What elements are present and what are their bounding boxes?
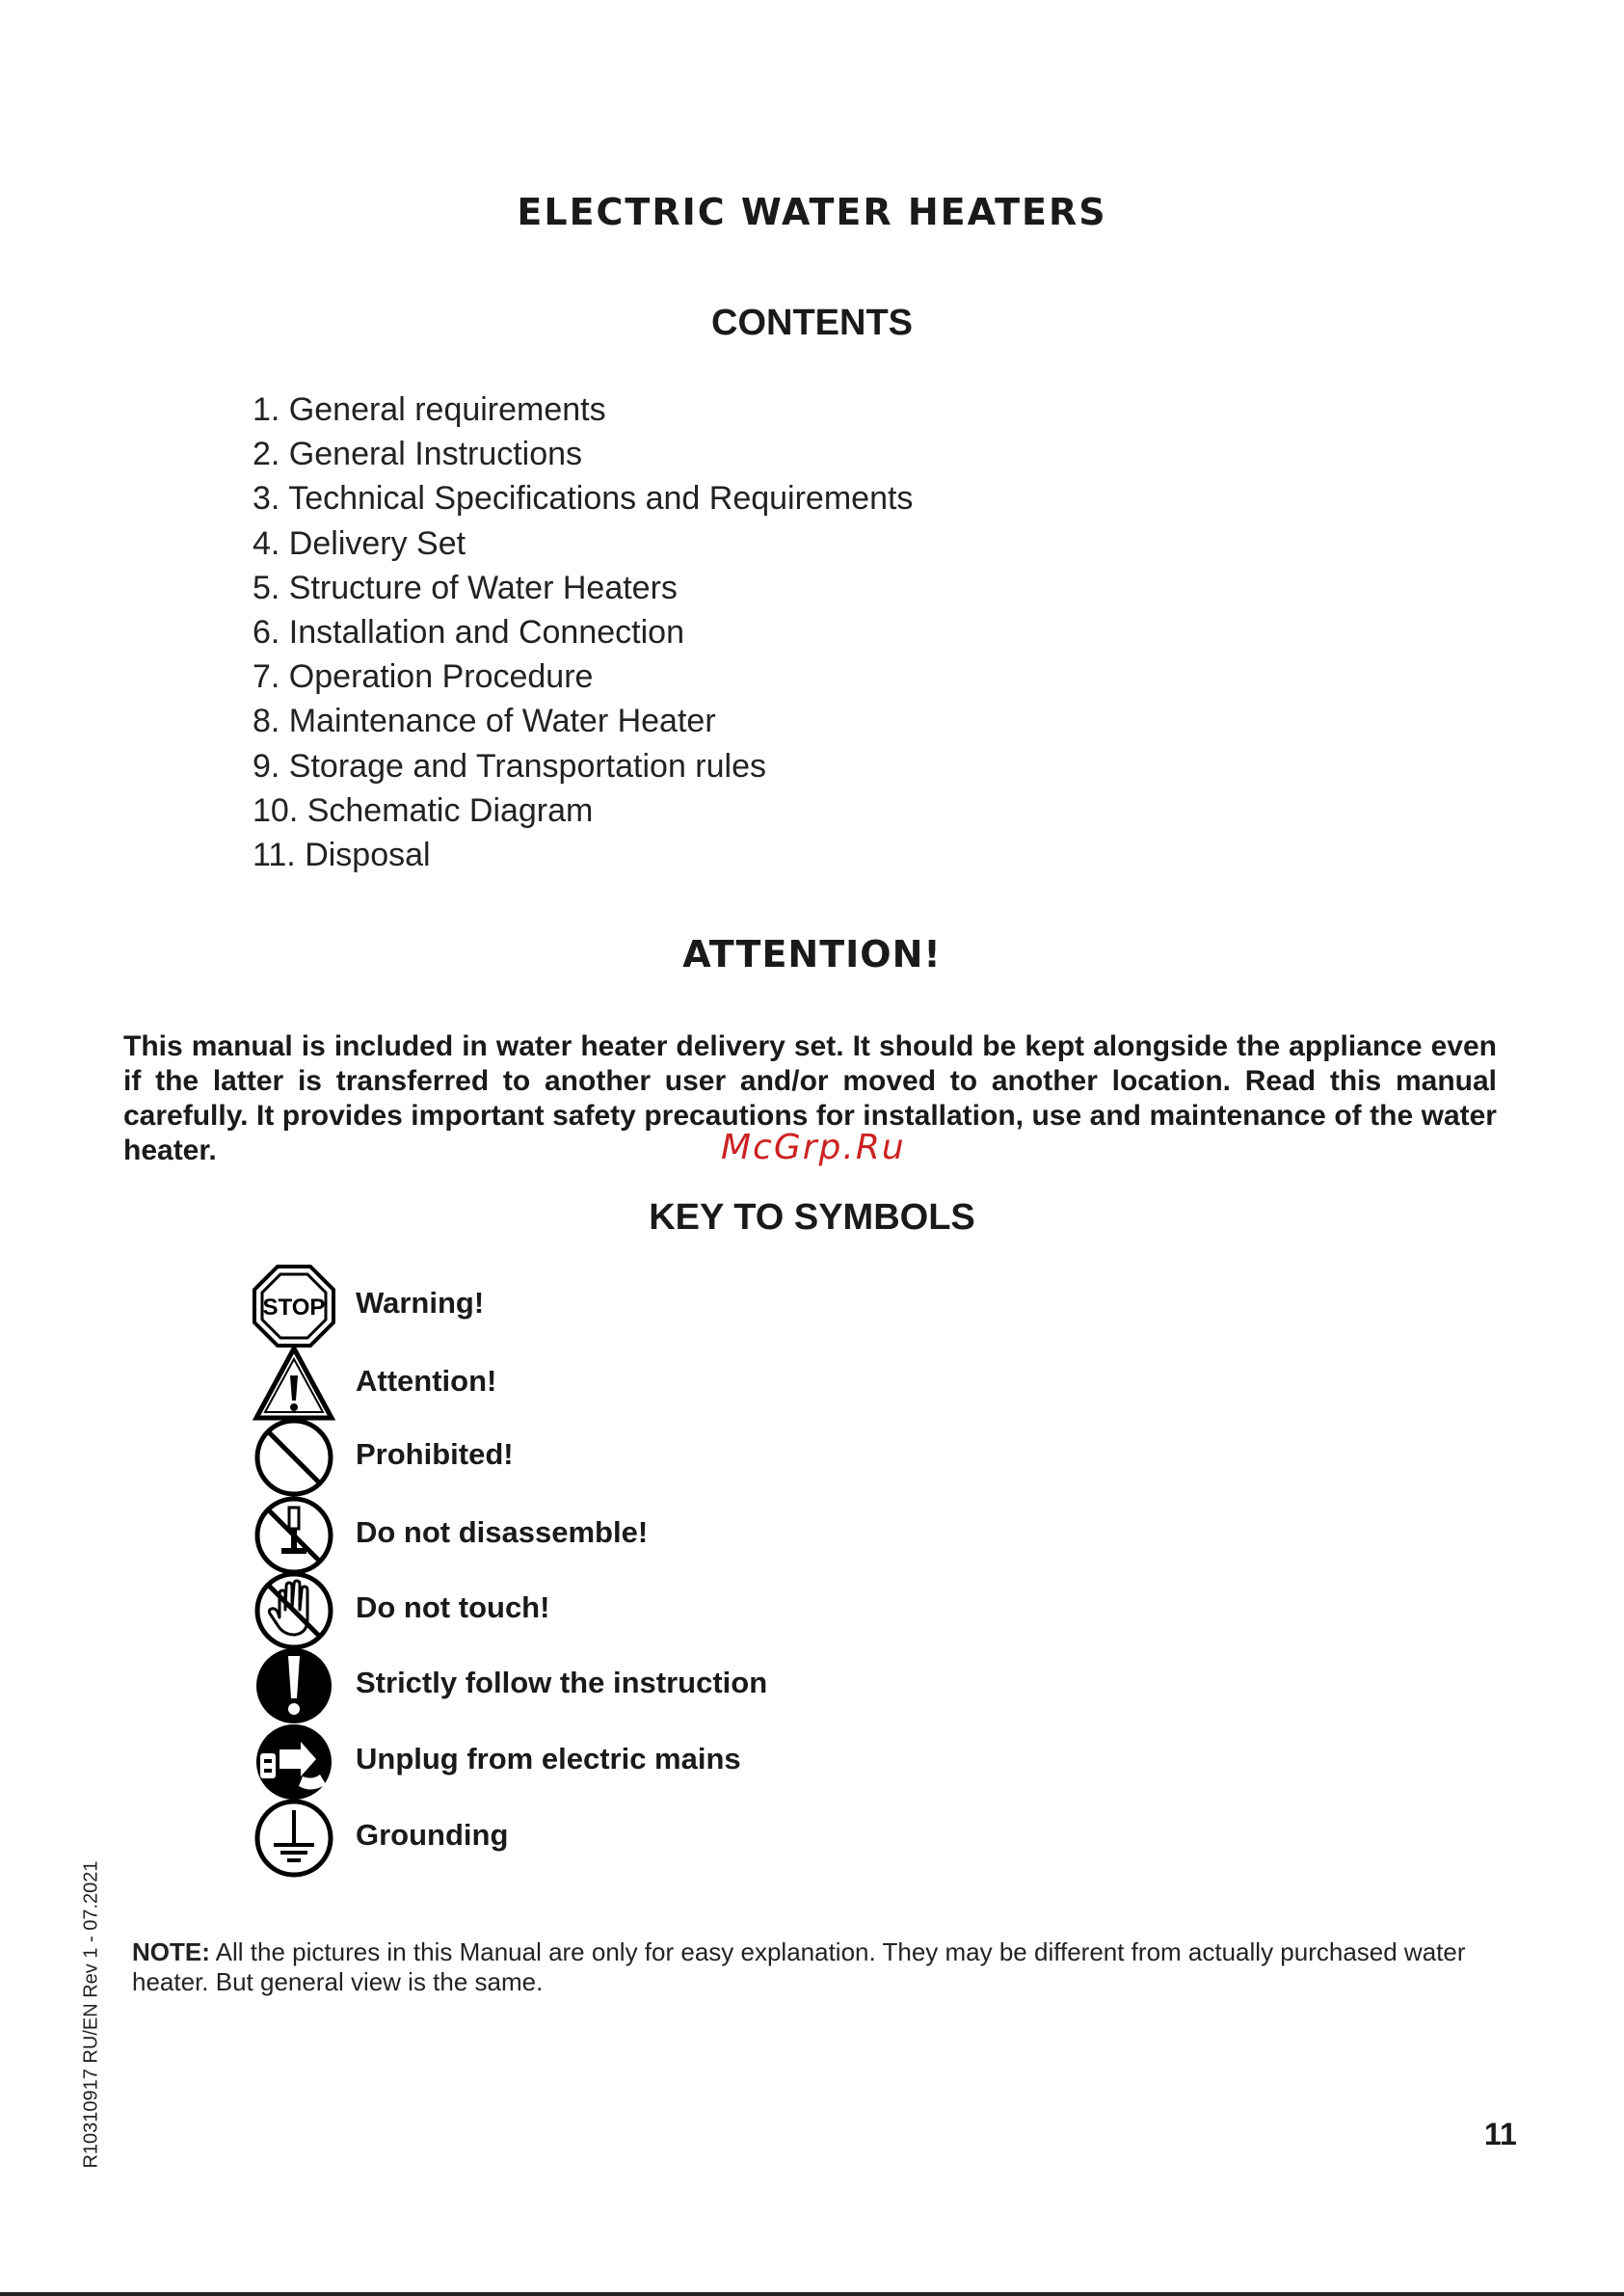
symbol-label: Warning! bbox=[356, 1286, 485, 1320]
no-touch-icon bbox=[253, 1569, 335, 1652]
page-number: 11 bbox=[1484, 2117, 1517, 2151]
stop-sign-text: STOP bbox=[262, 1295, 326, 1321]
note-paragraph bbox=[132, 1937, 1510, 1997]
symbol-row-warning bbox=[253, 1265, 1120, 1348]
contents-heading: CONTENTS bbox=[711, 303, 913, 343]
note-label: NOTE: bbox=[132, 1937, 210, 1966]
symbol-row-prohibited bbox=[253, 1416, 1120, 1499]
symbol-row-unplug bbox=[253, 1721, 1120, 1803]
toc-item: 11. Disposal bbox=[253, 836, 431, 873]
toc-item: 9. Storage and Transportation rules bbox=[253, 747, 766, 785]
toc-item: 7. Operation Procedure bbox=[253, 658, 594, 696]
toc-item: 1. General requirements bbox=[253, 391, 606, 428]
warning-triangle-icon bbox=[253, 1343, 335, 1426]
note-text: All the pictures in this Manual are only for easy explanation. They may be different from actually purchased water heater. But general view is the same. bbox=[132, 1937, 1466, 1996]
attention-paragraph: This manual is included in water heater delivery set. It should be kept alongside the appliance even if the latter is transferred to another user and/or moved to another location. Read this manual carefully. It provides important safety precautions for installation, use and maintenance of the water heater. bbox=[123, 1030, 1497, 1166]
symbol-row-grounding bbox=[253, 1797, 1120, 1880]
symbol-label: Prohibited! bbox=[356, 1437, 514, 1471]
toc-item: 4. Delivery Set bbox=[253, 524, 466, 562]
symbol-row-attention bbox=[253, 1343, 1120, 1426]
toc-item: 6. Installation and Connection bbox=[253, 613, 684, 651]
no-disassemble-icon bbox=[253, 1494, 335, 1577]
key-to-symbols-heading: KEY TO SYMBOLS bbox=[649, 1197, 975, 1238]
symbol-label: Grounding bbox=[356, 1818, 509, 1852]
side-code-container bbox=[67, 1860, 116, 2169]
symbol-row-do-not-touch bbox=[253, 1569, 1120, 1652]
symbol-label: Attention! bbox=[356, 1364, 497, 1398]
toc-item: 5. Structure of Water Heaters bbox=[253, 569, 678, 606]
mandatory-exclamation-icon bbox=[253, 1644, 335, 1727]
attention-heading: ATTENTION! bbox=[682, 933, 942, 975]
symbol-row-do-not-disassemble bbox=[253, 1494, 1120, 1577]
unplug-icon bbox=[253, 1721, 335, 1803]
symbol-label: Unplug from electric mains bbox=[356, 1742, 741, 1775]
grounding-icon bbox=[253, 1797, 335, 1880]
stop-sign-icon bbox=[253, 1265, 335, 1348]
toc-item: 10. Schematic Diagram bbox=[253, 791, 594, 829]
symbol-row-strictly-follow bbox=[253, 1644, 1120, 1727]
symbol-label: Strictly follow the instruction bbox=[356, 1666, 768, 1699]
table-of-contents bbox=[253, 387, 913, 877]
document-code: R10310917 RU/EN Rev 1 - 07.2021 bbox=[80, 1860, 102, 2169]
symbol-label: Do not disassemble! bbox=[356, 1515, 649, 1549]
prohibited-icon bbox=[253, 1416, 335, 1499]
symbol-label: Do not touch! bbox=[356, 1590, 550, 1624]
toc-item: 8. Maintenance of Water Heater bbox=[253, 703, 716, 740]
bottom-border bbox=[0, 2292, 1624, 2296]
toc-item: 2. General Instructions bbox=[253, 436, 583, 473]
watermark: McGrp.Ru bbox=[721, 1128, 906, 1167]
page-title: ELECTRIC WATER HEATERS bbox=[517, 191, 1107, 233]
toc-item: 3. Technical Specifications and Requirements bbox=[253, 480, 914, 518]
